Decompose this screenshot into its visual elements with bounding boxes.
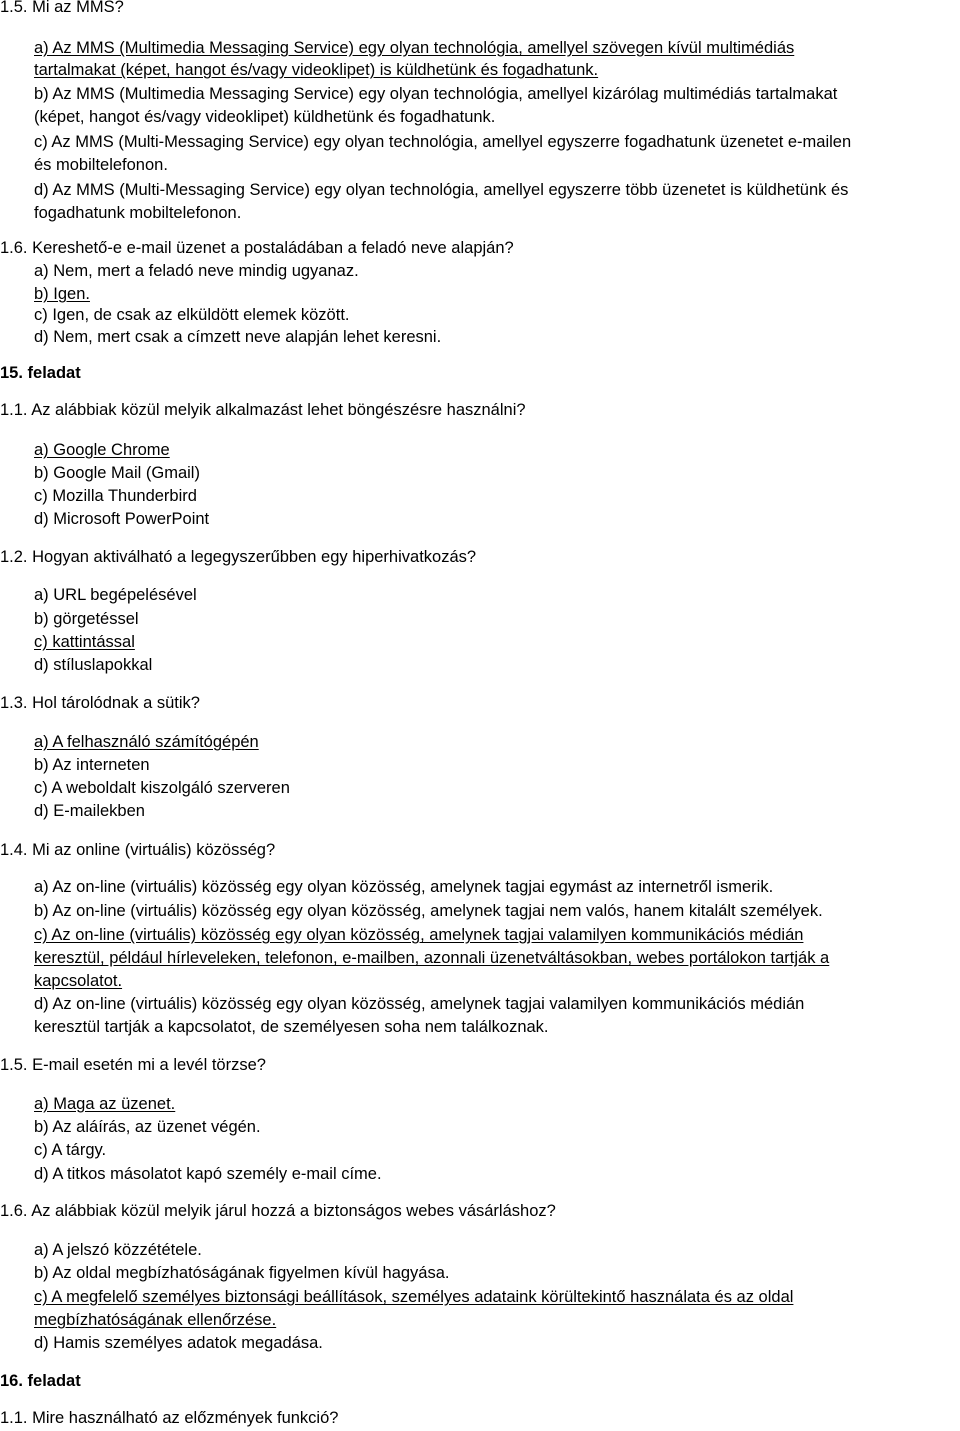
answer-c-cont: és mobiltelefonon. <box>34 156 168 174</box>
answer-c-correct: c) Az on-line (virtuális) közösség egy olyan közösség, amelynek tagjai valamilyen kommunikációs médián <box>34 926 804 944</box>
question-1-5-email-body: 1.5. E-mail esetén mi a levél törzse? <box>0 1056 266 1074</box>
answer-c: c) Az MMS (Multi-Messaging Service) egy olyan technológia, amellyel egyszerre fogadhatunk üzenetet e-mailen <box>34 133 852 151</box>
answer-a-correct: a) Maga az üzenet. <box>34 1095 176 1113</box>
answer-d-cont: fogadhatunk mobiltelefonon. <box>34 204 242 222</box>
answer-c-correct: c) kattintással <box>34 633 135 651</box>
answer-c: c) Igen, de csak az elküldött elemek között. <box>34 306 350 324</box>
answer-d: d) Hamis személyes adatok megadása. <box>34 1334 323 1352</box>
answer-a: a) URL begépelésével <box>34 586 197 604</box>
answer-a: a) Nem, mert a feladó neve mindig ugyanaz. <box>34 262 359 280</box>
section-heading-16: 16. feladat <box>0 1372 81 1390</box>
answer-b: b) Az MMS (Multimedia Messaging Service) egy olyan technológia, amellyel kizárólag multimédiás tartalmakat <box>34 85 838 103</box>
answer-b-correct: b) Igen. <box>34 285 90 303</box>
question-1-4-community: 1.4. Mi az online (virtuális) közösség? <box>0 841 276 859</box>
answer-c-correct: c) A megfelelő személyes biztonsági beállítások, személyes adataink körültekintő használata és az oldal <box>34 1288 794 1306</box>
answer-a-correct: a) Google Chrome <box>34 441 170 459</box>
answer-c-correct-cont: megbízhatóságának ellenőrzése. <box>34 1311 277 1329</box>
answer-c-correct-cont2: kapcsolatot. <box>34 972 123 990</box>
answer-d: d) E-mailekben <box>34 802 145 820</box>
answer-a: a) Az on-line (virtuális) közösség egy olyan közösség, amelynek tagjai egymást az internetről ismerik. <box>34 878 774 896</box>
answer-a-correct: a) A felhasználó számítógépén <box>34 733 259 751</box>
answer-c: c) Mozilla Thunderbird <box>34 487 197 505</box>
answer-b: b) görgetéssel <box>34 610 139 628</box>
question-1-6-secure-shopping: 1.6. Az alábbiak közül melyik járul hozzá a biztonságos webes vásárláshoz? <box>0 1202 556 1220</box>
answer-b: b) Az interneten <box>34 756 150 774</box>
question-1-6-search: 1.6. Kereshető-e e-mail üzenet a postaládában a feladó neve alapján? <box>0 239 514 257</box>
answer-b: b) Az oldal megbízhatóságának figyelmen kívül hagyása. <box>34 1264 450 1282</box>
answer-c: c) A weboldalt kiszolgáló szerveren <box>34 779 290 797</box>
answer-d: d) A titkos másolatot kapó személy e-mail címe. <box>34 1165 382 1183</box>
answer-d-cont: keresztül tartják a kapcsolatot, de személyesen soha nem találkoznak. <box>34 1018 549 1036</box>
answer-d: d) Az MMS (Multi-Messaging Service) egy olyan technológia, amellyel egyszerre több üzenetet is küldhetünk és <box>34 181 849 199</box>
section-heading-15: 15. feladat <box>0 364 81 382</box>
question-1-1-browser: 1.1. Az alábbiak közül melyik alkalmazást lehet böngészésre használni? <box>0 401 526 419</box>
question-1-5-mms: 1.5. Mi az MMS? <box>0 0 124 16</box>
question-1-1-history: 1.1. Mire használható az előzmények funkció? <box>0 1409 339 1427</box>
answer-c-correct-cont: keresztül, például hírleveleken, telefonon, e-mailben, azonnali üzenetváltásokban, webes portálokon tartják a <box>34 949 830 967</box>
answer-d: d) Microsoft PowerPoint <box>34 510 210 528</box>
answer-d: d) stíluslapokkal <box>34 656 153 674</box>
answer-a-correct-cont: tartalmakat (képet, hangot és/vagy videoklipet) is küldhetünk és fogadhatunk. <box>34 61 599 79</box>
answer-d: d) Nem, mert csak a címzett neve alapján lehet keresni. <box>34 328 442 346</box>
answer-a: a) A jelszó közzététele. <box>34 1241 202 1259</box>
answer-c: c) A tárgy. <box>34 1141 107 1159</box>
answer-b: b) Google Mail (Gmail) <box>34 464 200 482</box>
question-1-3-cookies: 1.3. Hol tárolódnak a sütik? <box>0 694 200 712</box>
answer-b-cont: (képet, hangot és/vagy videoklipet) küldhetünk és fogadhatunk. <box>34 108 496 126</box>
answer-b: b) Az on-line (virtuális) közösség egy olyan közösség, amelynek tagjai nem valós, hanem kitalált személyek. <box>34 902 823 920</box>
answer-b: b) Az aláírás, az üzenet végén. <box>34 1118 261 1136</box>
answer-a-correct: a) Az MMS (Multimedia Messaging Service) egy olyan technológia, amellyel szövegen kívül multimédiás <box>34 39 795 57</box>
question-1-2-hyperlink: 1.2. Hogyan aktiválható a legegyszerűbben egy hiperhivatkozás? <box>0 548 477 566</box>
answer-d: d) Az on-line (virtuális) közösség egy olyan közösség, amelynek tagjai valamilyen kommunikációs médián <box>34 995 805 1013</box>
